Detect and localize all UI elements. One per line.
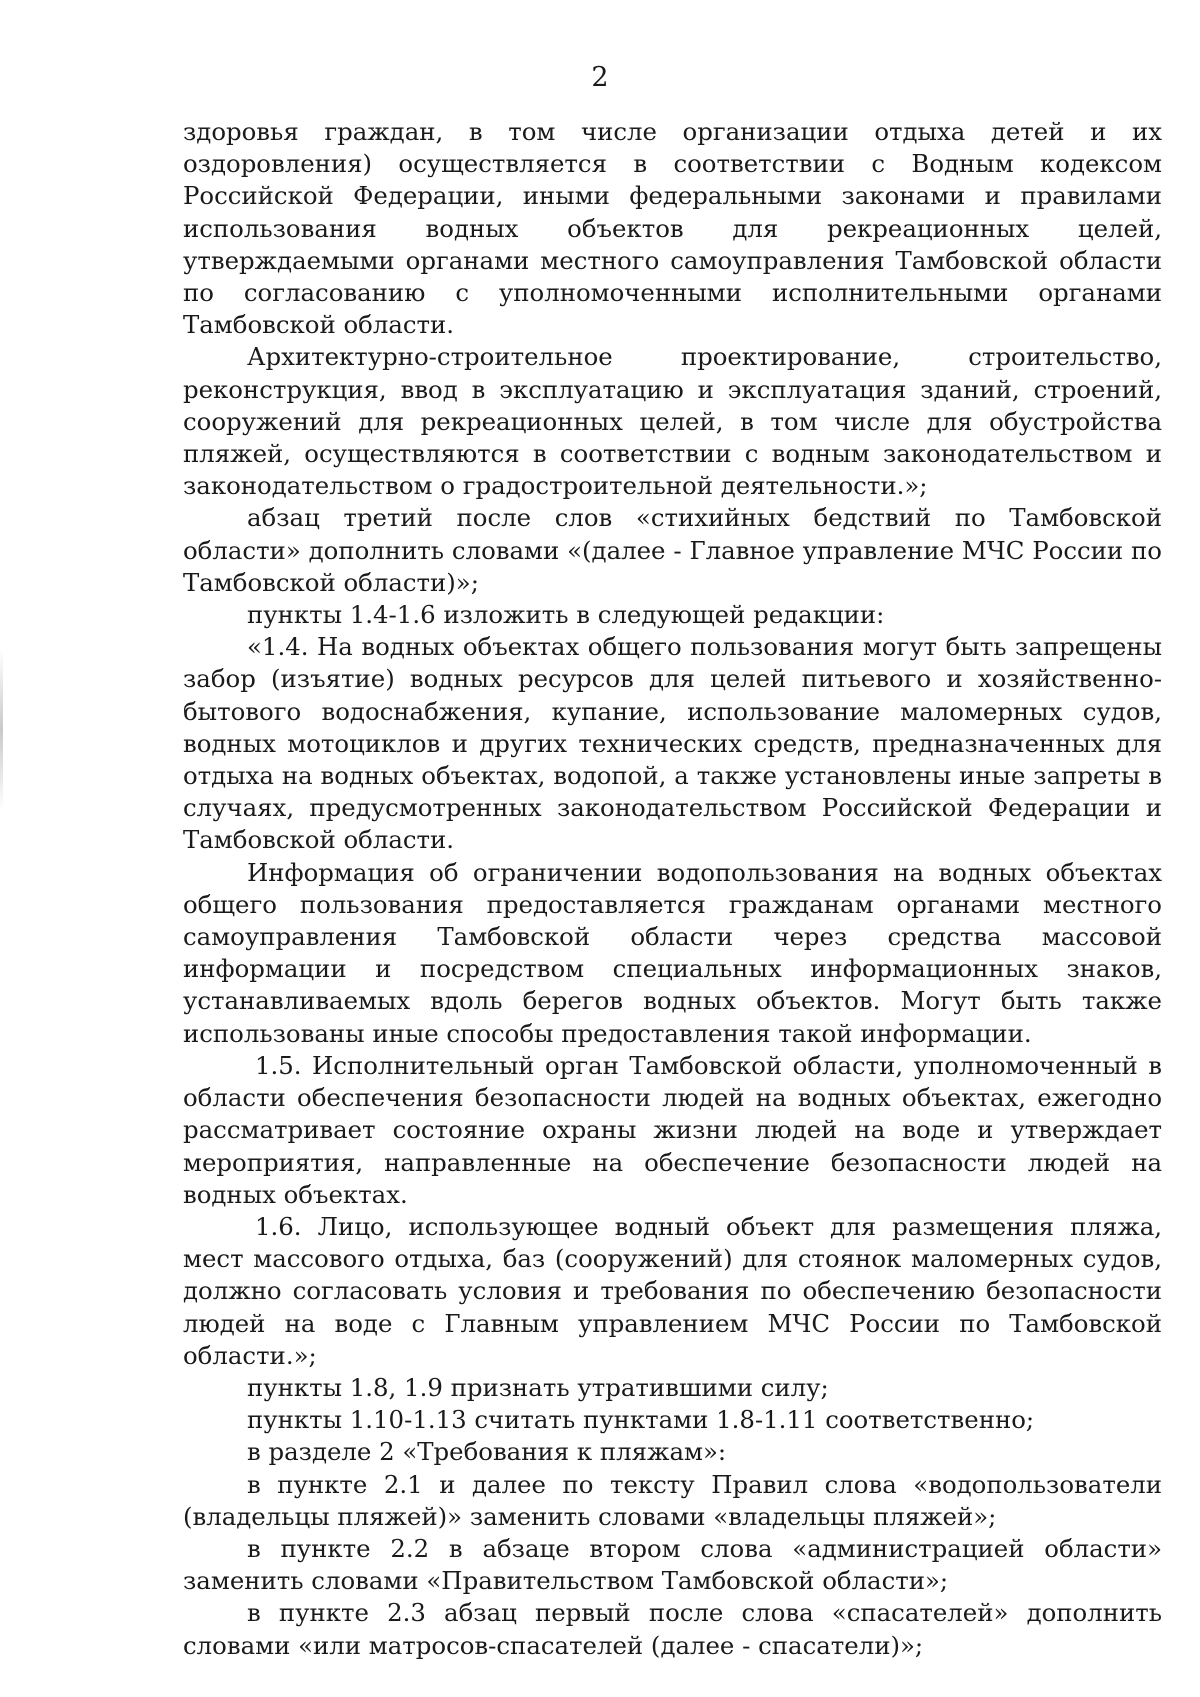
paragraph: здоровья граждан, в том числе организации отдыха детей и их оздоровления) осуществляется в соответствии с Водным кодексом Российской Федерации, иными федеральными законами и правилами использования водных объектов для рекреационных целей, утверждаемыми органами местного самоуправления Тамбовской области по согласованию с уполномоченными исполнительными органами Тамбовской области.	[183, 117, 1162, 340]
paragraph: в пункте 2.3 абзац первый после слова «спасателей» дополнить словами «или матросов-спасателей (далее - спасатели)»;	[183, 1598, 1162, 1660]
paragraph: Информация об ограничении водопользования на водных объектах общего пользования предоставляется гражданам органами местного самоуправления Тамбовской области через средства массовой информации и посредством специальных информационных знаков, устанавливаемых вдоль берегов водных объектов. Могут быть также использованы иные способы предоставления такой информации.	[183, 857, 1162, 1048]
document-body	[183, 116, 1162, 1662]
page-number: 2	[591, 62, 609, 93]
scan-edge-shadow	[0, 650, 3, 810]
paragraph: в пункте 2.1 и далее по тексту Правил слова «водопользователи (владельцы пляжей)» заменить словами «владельцы пляжей»;	[183, 1469, 1162, 1531]
paragraph: пункты 1.8, 1.9 признать утратившими силу;	[247, 1372, 829, 1402]
paragraph: абзац третий после слов «стихийных бедствий по Тамбовской области» дополнить словами «(далее - Главное управление МЧС России по Тамбовской области)»;	[183, 503, 1162, 597]
paragraph: пункты 1.10-1.13 считать пунктами 1.8-1.11 соответственно;	[247, 1405, 1035, 1435]
paragraph: 1.5. Исполнительный орган Тамбовской области, уполномоченный в области обеспечения безопасности людей на водных объектах, ежегодно рассматривает состояние охраны жизни людей на воде и утверждает мероприятия, направленные на обеспечение безопасности людей на водных объектах.	[183, 1050, 1162, 1209]
paragraph: Архитектурно-строительное проектирование, строительство, реконструкция, ввод в эксплуатацию и эксплуатация зданий, строений, сооружений для рекреационных целей, в том числе для обустройства пляжей, осуществляются в соответствии с водным законодательством и законодательством о градостроительной деятельности.»;	[183, 342, 1162, 501]
paragraph: «1.4. На водных объектах общего пользования могут быть запрещены забор (изъятие) водных ресурсов для целей питьевого и хозяйственно-бытового водоснабжения, купание, использование маломерных судов, водных мотоциклов и других технических средств, предназначенных для отдыха на водных объектах, водопой, а также установлены иные запреты в случаях, предусмотренных законодательством Российской Федерации и Тамбовской области.	[183, 632, 1162, 855]
paragraph: в пункте 2.2 в абзаце втором слова «администрацией области» заменить словами «Правительством Тамбовской области»;	[183, 1533, 1162, 1596]
paragraph: пункты 1.4-1.6 изложить в следующей редакции:	[247, 600, 885, 630]
paragraph: 1.6. Лицо, использующее водный объект для размещения пляжа, мест массового отдыха, баз (сооружений) для стоянок маломерных судов, должно согласовать условия и требования по обеспечению безопасности людей на воде с Главным управлением МЧС России по Тамбовской области.»;	[183, 1211, 1162, 1370]
paragraph: в разделе 2 «Требования к пляжам»:	[247, 1437, 727, 1467]
